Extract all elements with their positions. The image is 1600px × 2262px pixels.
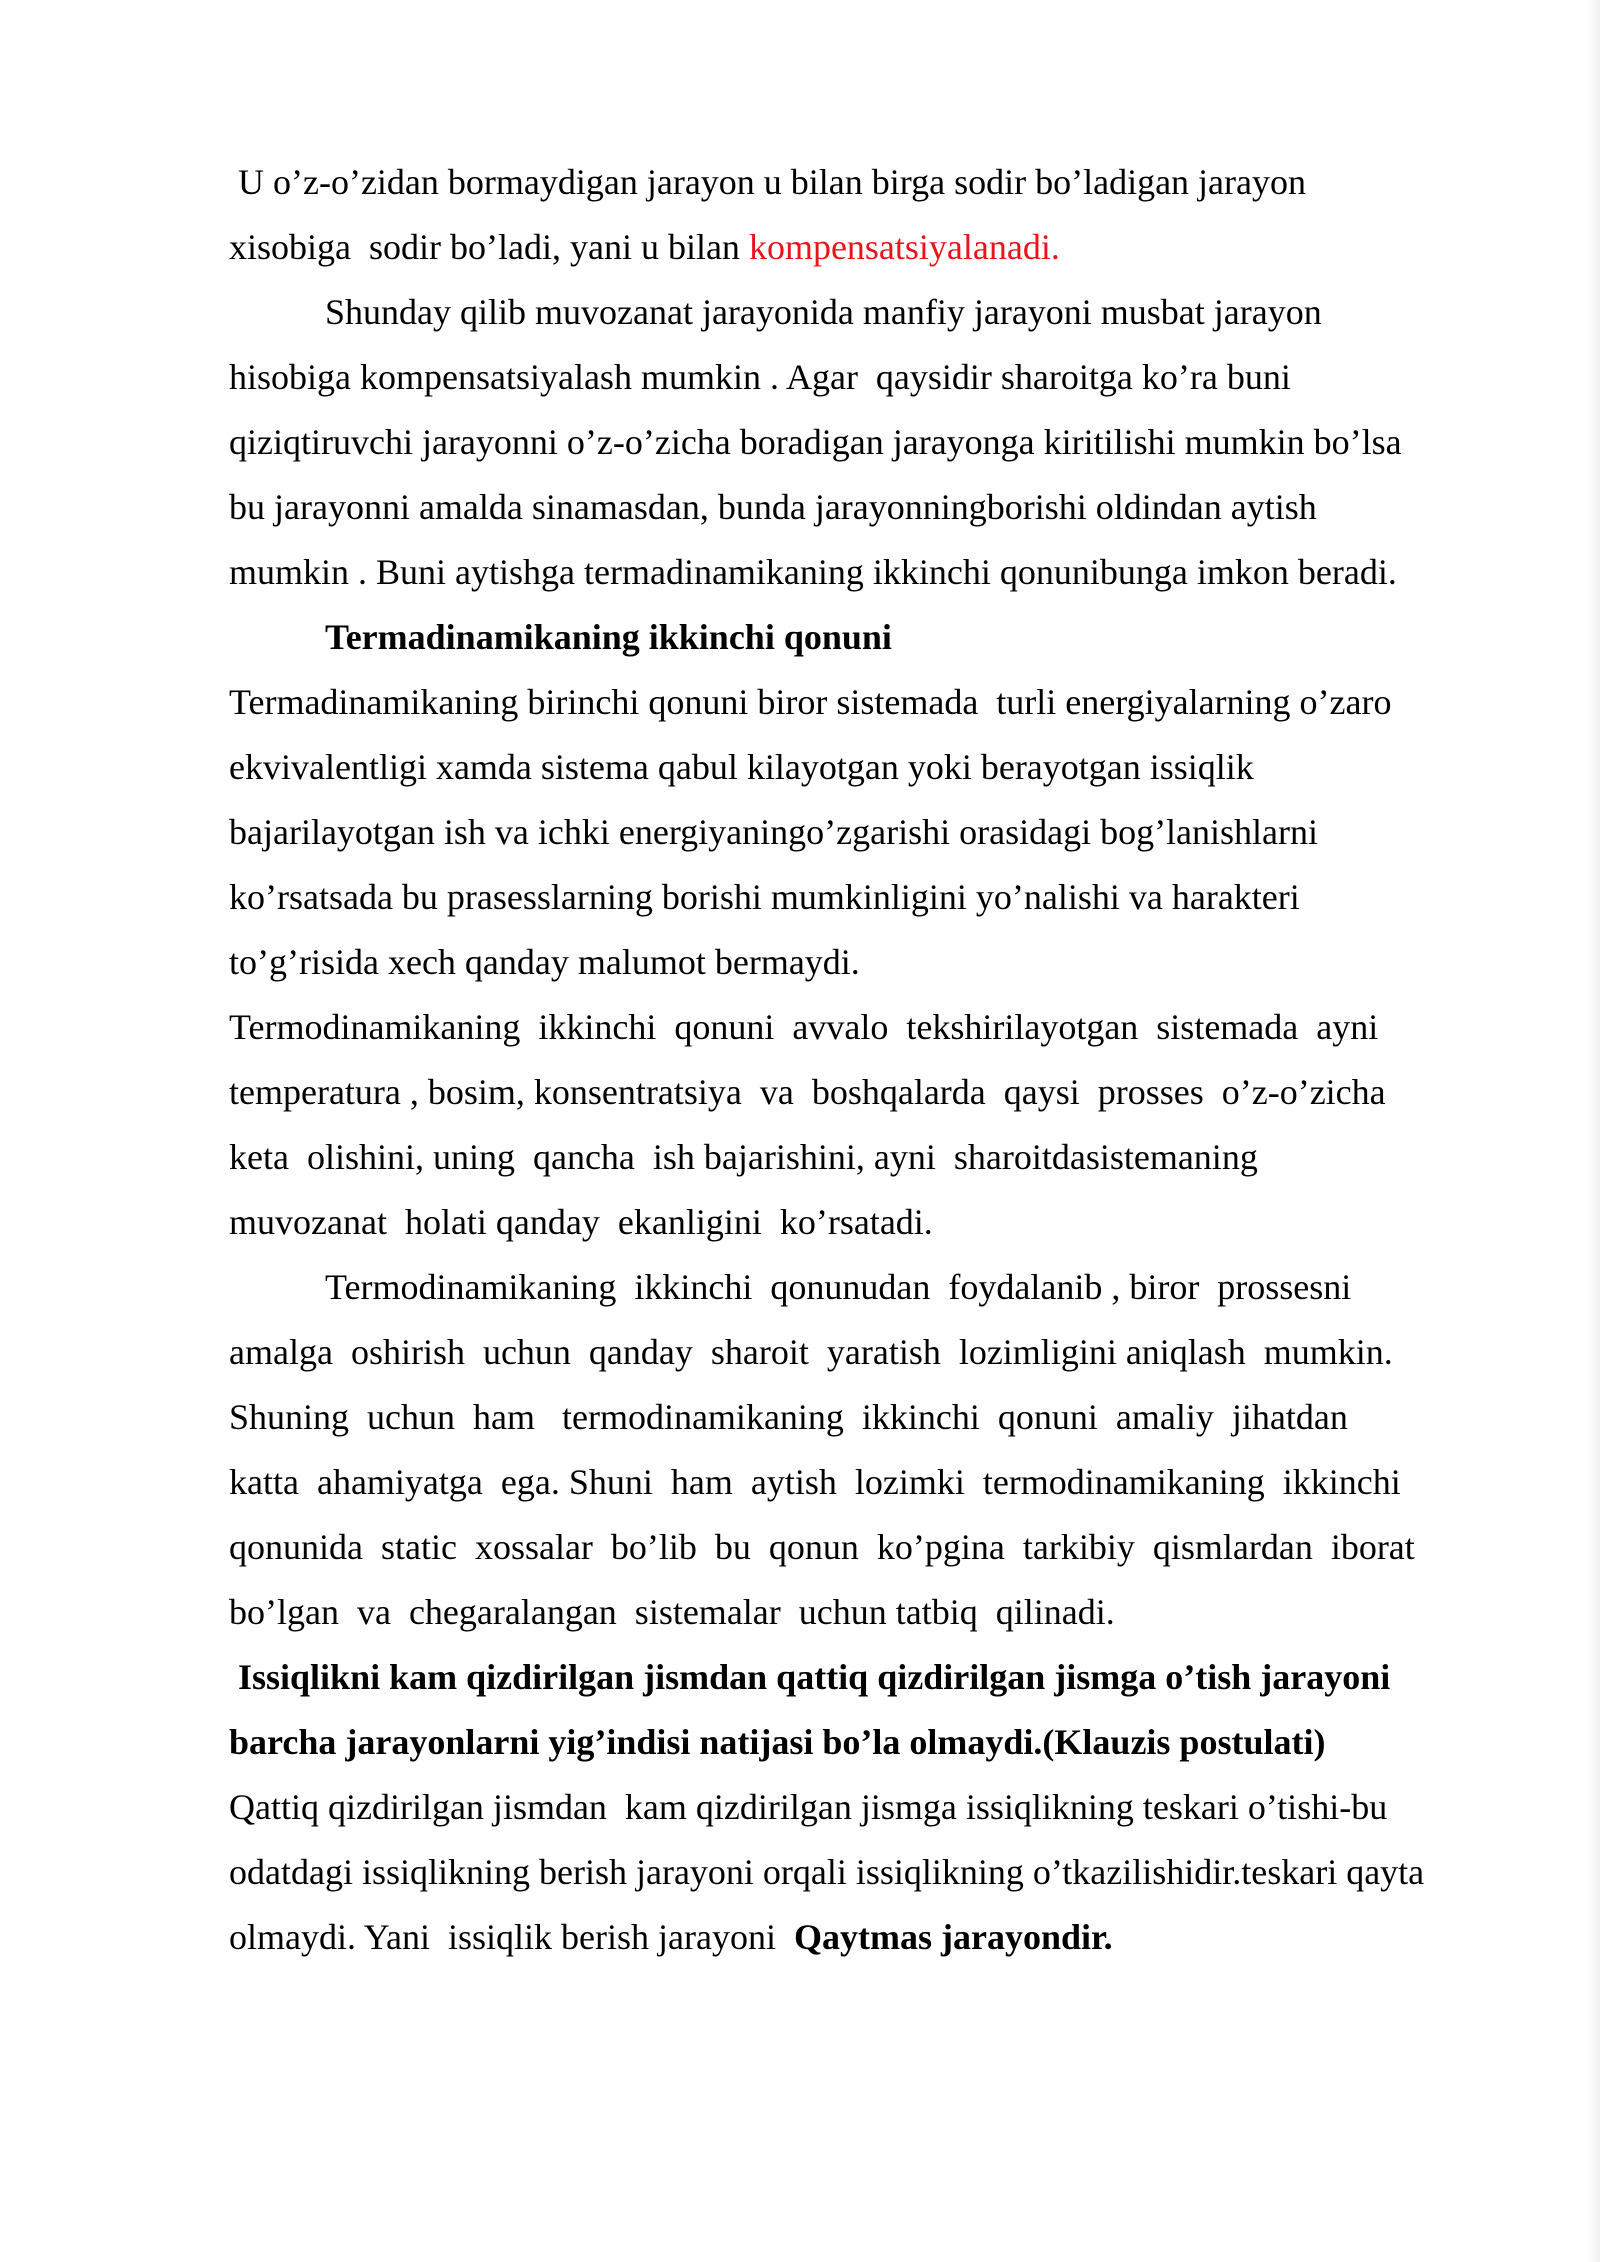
document-body bbox=[229, 150, 1529, 1970]
paragraph-line: Termodinamikaning ikkinchi qonunudan foydalanib , biror prossesni bbox=[325, 1267, 1352, 1307]
paragraph-line: to’g’risida xech qanday malumot bermaydi. bbox=[229, 942, 860, 982]
paragraph-line: bu jarayonni amalda sinamasdan, bunda jarayonningborishi oldindan aytish bbox=[229, 487, 1317, 527]
paragraph-line: hisobiga kompensatsiyalash mumkin . Agar qaysidir sharoitga ko’ra buni bbox=[229, 357, 1291, 397]
paragraph-line: bajarilayotgan ish va ichki energiyaningo’zgarishi orasidagi bog’lanishlarni bbox=[229, 812, 1319, 852]
paragraph-line: mumkin . Buni aytishga termadinamikaning ikkinchi qonunibunga imkon beradi. bbox=[229, 552, 1397, 592]
section-heading: Termadinamikaning ikkinchi qonuni bbox=[325, 617, 892, 657]
postulate-line: Issiqlikni kam qizdirilgan jismdan qattiq qizdirilgan jismga o’tish jarayoni bbox=[229, 1657, 1391, 1697]
paragraph-line: keta olishini, uning qancha ish bajarishini, ayni sharoitdasistemaning bbox=[229, 1137, 1258, 1177]
paragraph-line: ekvivalentligi xamda sistema qabul kilayotgan yoki berayotgan issiqlik bbox=[229, 747, 1254, 787]
highlighted-term: kompensatsiyalanadi. bbox=[748, 227, 1060, 267]
paragraph-line: qiziqtiruvchi jarayonni o’z-o’zicha boradigan jarayonga kiritilishi mumkin bo’lsa bbox=[229, 422, 1402, 462]
paragraph-line: odatdagi issiqlikning berish jarayoni orqali issiqlikning o’tkazilishidir.teskari qayta bbox=[229, 1852, 1425, 1892]
paragraph-line: qonunida static xossalar bo’lib bu qonun ko’pgina tarkibiy qismlardan iborat bbox=[229, 1527, 1415, 1567]
paragraph-line: muvozanat holati qanday ekanligini ko’rsatadi. bbox=[229, 1202, 933, 1242]
line-text: olmaydi. Yani issiqlik berish jarayoni bbox=[229, 1917, 794, 1957]
paragraph-line: temperatura , bosim, konsentratsiya va boshqalarda qaysi prosses o’z-o’zicha bbox=[229, 1072, 1386, 1112]
paragraph-line bbox=[229, 1905, 1529, 1970]
page-edge-shadow bbox=[1586, 0, 1600, 2262]
paragraph-line: bo’lgan va chegaralangan sistemalar uchun tatbiq qilinadi. bbox=[229, 1592, 1115, 1632]
line-text: xisobiga sodir bo’ladi, yani u bilan bbox=[229, 227, 749, 267]
paragraph-line: amalga oshirish uchun qanday sharoit yaratish lozimligini aniqlash mumkin. bbox=[229, 1332, 1393, 1372]
paragraph-line: Qattiq qizdirilgan jismdan kam qizdirilgan jismga issiqlikning teskari o’tishi-bu bbox=[229, 1787, 1388, 1827]
paragraph-line: Termodinamikaning ikkinchi qonuni avvalo tekshirilayotgan sistemada ayni bbox=[229, 1007, 1379, 1047]
paragraph-line bbox=[229, 215, 1529, 280]
postulate-line: barcha jarayonlarni yig’indisi natijasi bo’la olmaydi.(Klauzis postulati) bbox=[229, 1722, 1326, 1762]
paragraph-line: katta ahamiyatga ega. Shuni ham aytish lozimki termodinamikaning ikkinchi bbox=[229, 1462, 1401, 1502]
paragraph-line: Shuning uchun ham termodinamikaning ikkinchi qonuni amaliy jihatdan bbox=[229, 1397, 1348, 1437]
paragraph-line: Termadinamikaning birinchi qonuni biror sistemada turli energiyalarning o’zaro bbox=[229, 682, 1392, 722]
paragraph-line: ko’rsatsada bu prasesslarning borishi mumkinligini yo’nalishi va harakteri bbox=[229, 877, 1300, 917]
paragraph-line: U o’z-o’zidan bormaydigan jarayon u bilan birga sodir bo’ladigan jarayon bbox=[229, 162, 1306, 202]
paragraph-line: Shunday qilib muvozanat jarayonida manfiy jarayoni musbat jarayon bbox=[325, 292, 1322, 332]
conclusion-term: Qaytmas jarayondir. bbox=[793, 1917, 1113, 1957]
